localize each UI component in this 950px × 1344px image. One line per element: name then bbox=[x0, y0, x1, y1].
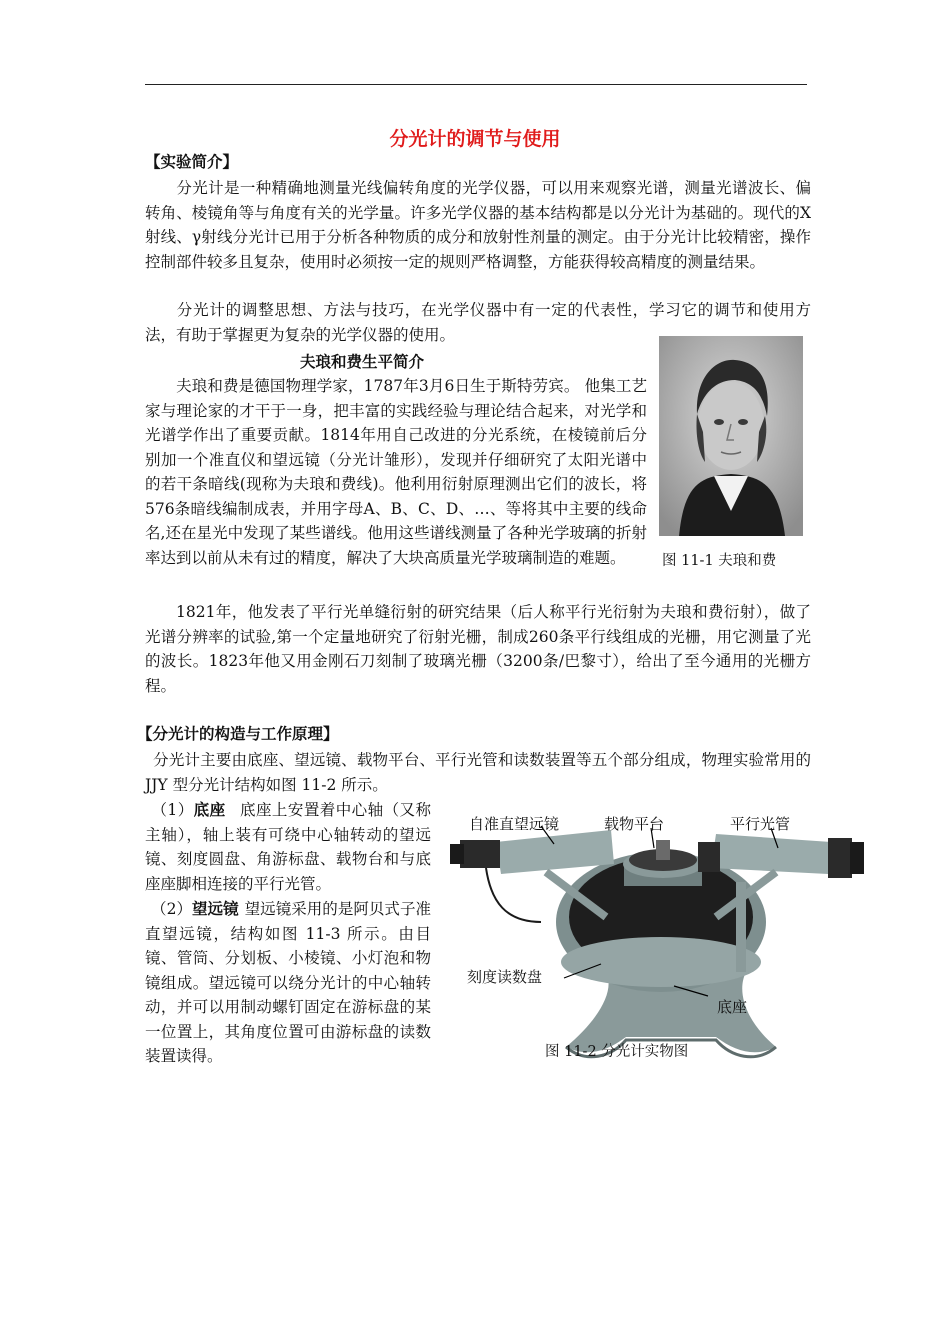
label-dial: 刻度读数盘 bbox=[467, 968, 543, 986]
bio-heading: 夫琅和费生平简介 bbox=[300, 352, 425, 371]
term-telescope: 望远镜 bbox=[192, 899, 239, 918]
spectrometer-photo bbox=[446, 812, 876, 1072]
label-collimator: 平行光管 bbox=[730, 815, 791, 833]
structure-telescope-paragraph: （2）望远镜 望远镜采用的是阿贝式子准直望远镜，结构如图 11-3 所示。由目镜、管筒、分划板、小棱镜、小灯泡和物镜组成。望远镜可以绕分光计的中心轴转动，并可以用制动螺钉固定在游标盘的某一位置上，其角度位置可由游标盘的读数装置读得。 bbox=[145, 899, 431, 1065]
header-rule bbox=[145, 84, 807, 85]
portrait-image bbox=[659, 336, 803, 536]
section-heading-structure: 【分光计的构造与工作原理】 bbox=[137, 724, 339, 743]
intro-paragraph-1: 分光计是一种精确地测量光线偏转角度的光学仪器，可以用来观察光谱，测量光谱波长、偏转角、棱镜角等与角度有关的光学量。许多光学仪器的基本结构都是以分光计为基础的。现代的X射线、γ射线分光计已用于分析各种物质的成分和放射性剂量的测定。由于分光计比较精密，操作控制部件较多且复杂，使用时必须按一定的规则严格调整，方能获得较高精度的测量结果。 bbox=[145, 179, 811, 271]
page-title: 分光计的调节与使用 bbox=[389, 128, 561, 150]
term-base: 底座 bbox=[193, 800, 226, 819]
structure-paragraph-1: 分光计主要由底座、望远镜、载物平台、平行光管和读数装置等五个部分组成，物理实验常用的 JJY 型分光计结构如图 11-2 所示。 bbox=[145, 751, 811, 794]
structure-base-paragraph: （1）底座 底座上安置着中心轴（又称主轴），轴上装有可绕中心轴转动的望远镜、刻度圆盘、角游标盘、载物台和与底座座脚相连接的平行光管。 bbox=[145, 800, 431, 893]
bio-paragraph-2: 1821年，他发表了平行光单缝衍射的研究结果（后人称平行光衍射为夫琅和费衍射），做了光谱分辨率的试验,第一个定量地研究了衍射光栅，制成260条平行线组成的光栅，用它测量了光的波长。1823年他又用金刚石刀刻制了玻璃光栅（3200条/巴黎寸），给出了至今通用的光栅方程。 bbox=[145, 603, 811, 695]
intro-paragraph-2: 分光计的调整思想、方法与技巧，在光学仪器中有一定的代表性，学习它的调节和使用方法，有助于掌握更为复杂的光学仪器的使用。 bbox=[145, 301, 811, 344]
label-base: 底座 bbox=[717, 998, 748, 1016]
bio-paragraph-1: 夫琅和费是德国物理学家，1787年3月6日生于斯特劳宾。 他集工艺家与理论家的才干于一身，把丰富的实践经验与理论结合起来，对光学和光谱学作出了重要贡献。1814年用自己改进的分光系统，在棱镜前后分别加一个准直仪和望远镜（分光计雏形），发现并仔细研究了太阳光谱中的若干条暗线(现称为夫琅和费线)。他利用衍射原理测出它们的波长，将 576条暗线编制成表，并用字母A、B、C、D、…、等将其中主要的线命名,还在星光中发现了某些谱线。他用这些谱线测量了各种光学玻璃的折射率达到以前从未有过的精度，解决了大块高质量光学玻璃制造的难题。 bbox=[145, 377, 647, 567]
section-heading-intro: 【实验简介】 bbox=[145, 152, 239, 171]
label-telescope: 自准直望远镜 bbox=[469, 815, 560, 833]
label-stage: 载物平台 bbox=[604, 815, 665, 833]
figure-caption: 图 11-2 分光计实物图 bbox=[545, 1044, 689, 1060]
portrait-caption: 图 11-1 夫琅和费 bbox=[662, 553, 777, 569]
